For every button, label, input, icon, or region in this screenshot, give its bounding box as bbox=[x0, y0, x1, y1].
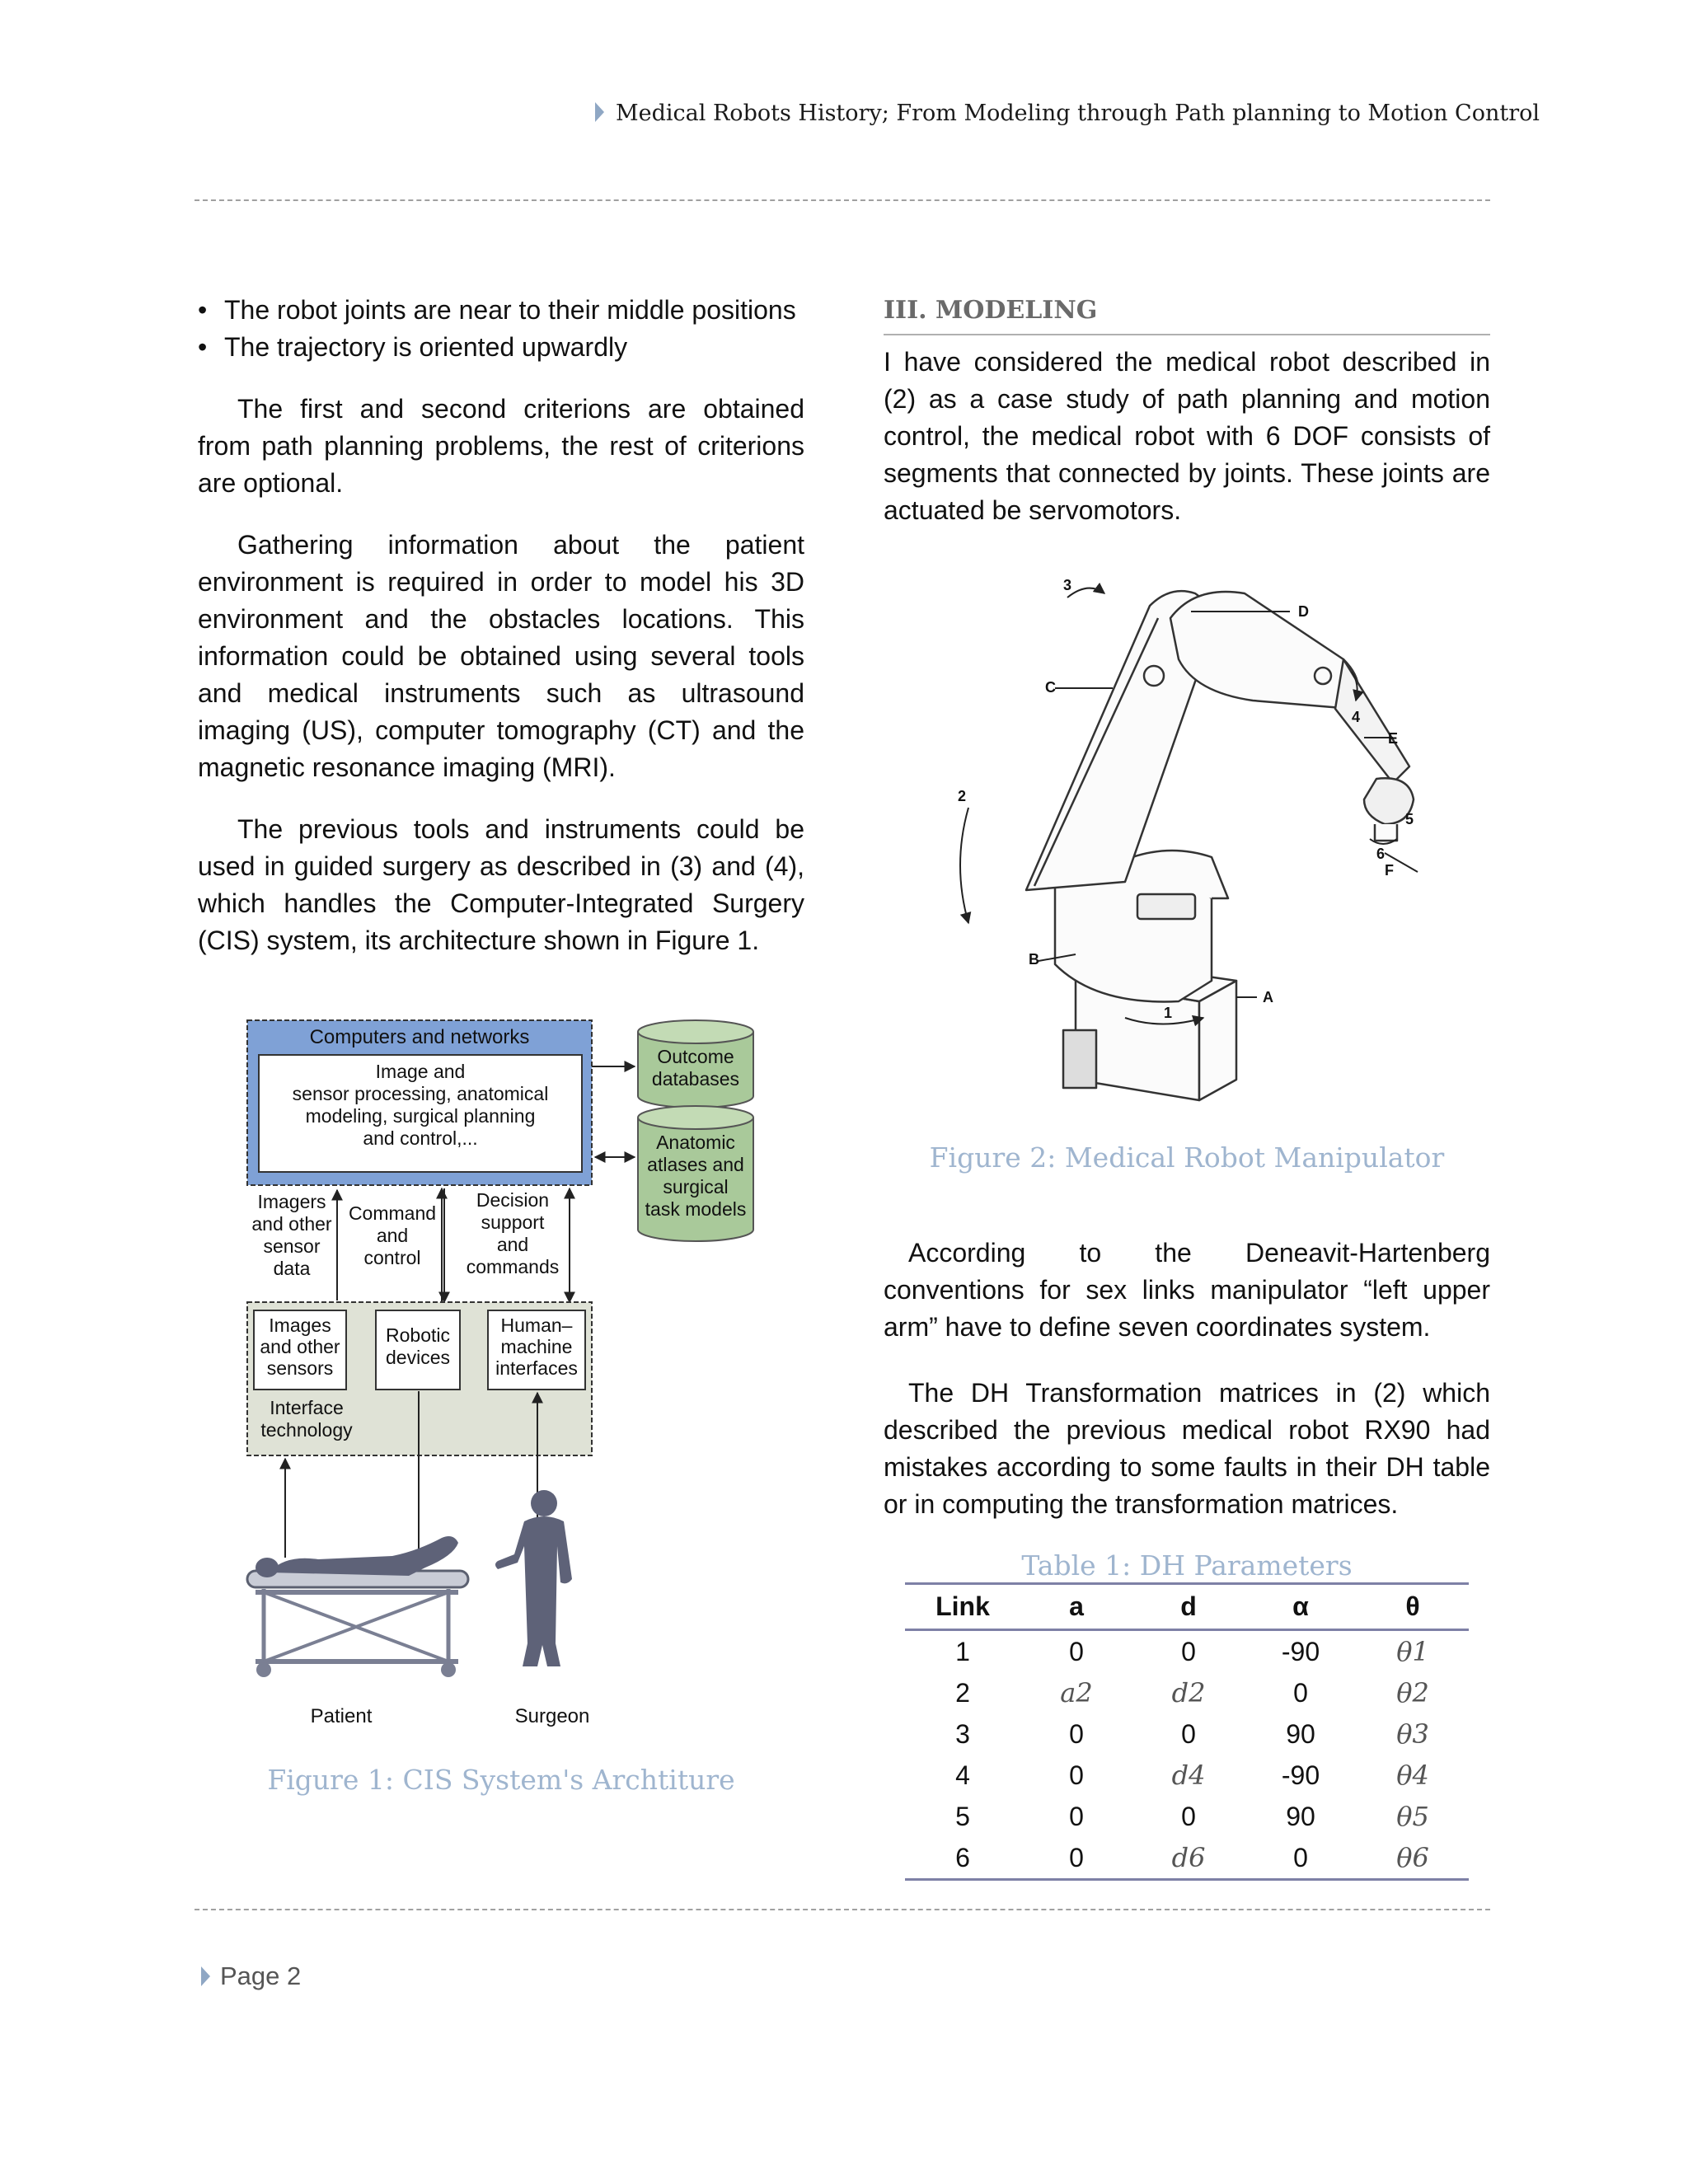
robot-joint-2: 2 bbox=[958, 788, 967, 804]
column-header: θ bbox=[1357, 1584, 1469, 1630]
robot-joint-6: 6 bbox=[1376, 846, 1386, 862]
table-cell: 0 bbox=[1181, 1636, 1196, 1666]
svg-text:and other: and other bbox=[260, 1336, 340, 1357]
patient-label: Patient bbox=[310, 1705, 373, 1727]
table-cell: d4 bbox=[1171, 1760, 1206, 1791]
svg-text:machine: machine bbox=[500, 1336, 573, 1357]
interface-label bbox=[260, 1397, 353, 1441]
svg-text:Interface: Interface bbox=[270, 1397, 344, 1418]
robot-manipulator-figure bbox=[948, 569, 1414, 1113]
page-footer bbox=[201, 1961, 301, 1991]
table-cell: 2 bbox=[955, 1677, 970, 1708]
figure2-caption: Figure 2: Medical Robot Manipulator bbox=[929, 1141, 1445, 1174]
page-number: Page 2 bbox=[220, 1961, 302, 1990]
svg-text:Imagers: Imagers bbox=[257, 1191, 326, 1212]
header-marker-icon bbox=[595, 102, 604, 122]
robot-label-e: E bbox=[1388, 730, 1399, 747]
dh-table-wrapper bbox=[905, 1582, 1469, 1881]
paragraph: I have considered the medical robot described in (2) as a case study of path planning and motion control, the medical robot with 6 DOF consists of segments that connected by joints. These joints are actuated be servomotors. bbox=[884, 347, 1490, 525]
svg-text:Image and: Image and bbox=[375, 1061, 466, 1082]
table-cell: θ3 bbox=[1396, 1718, 1429, 1750]
table-cell: 0 bbox=[1069, 1718, 1084, 1749]
header-divider bbox=[195, 199, 1490, 201]
svg-text:Human–: Human– bbox=[500, 1315, 573, 1336]
robot-joint-3: 3 bbox=[1063, 577, 1072, 593]
svg-text:commands: commands bbox=[466, 1256, 560, 1277]
column-header: Link bbox=[905, 1584, 1020, 1630]
table-cell: 6 bbox=[905, 1837, 1020, 1880]
robot-label-b: B bbox=[1029, 951, 1039, 968]
surgeon-icon bbox=[495, 1490, 572, 1666]
cis-architecture-diagram bbox=[244, 1014, 771, 1739]
footer-marker-icon bbox=[201, 1966, 210, 1986]
paragraph: The previous tools and instruments could be used in guided surgery as described in (3) and (4), which handles the Computer-Integrated Surgery (CIS) system, its architecture shown in Figure 1. bbox=[198, 814, 804, 955]
svg-text:sensors: sensors bbox=[266, 1357, 334, 1379]
svg-text:sensor processing, anatomical: sensor processing, anatomical bbox=[292, 1083, 549, 1104]
computers-label: Computers and networks bbox=[309, 1026, 530, 1048]
column-header: d bbox=[1132, 1584, 1245, 1630]
table-cell: d6 bbox=[1132, 1837, 1245, 1880]
section-title: III. MODELING bbox=[884, 292, 1490, 335]
svg-text:atlases and: atlases and bbox=[647, 1154, 744, 1175]
list-item: • The robot joints are near to their middle positions bbox=[198, 292, 804, 329]
table-cell: 4 bbox=[955, 1760, 970, 1790]
robot-joint-4: 4 bbox=[1352, 709, 1361, 725]
figure1-caption: Figure 1: CIS System's Archtiture bbox=[267, 1764, 735, 1796]
svg-text:data: data bbox=[273, 1258, 311, 1279]
paragraph: The first and second criterions are obtained from path planning problems, the rest of criterions are optional. bbox=[198, 394, 804, 498]
table-cell: θ5 bbox=[1396, 1801, 1429, 1832]
table-cell: 90 bbox=[1286, 1801, 1315, 1831]
running-header bbox=[595, 101, 1540, 134]
robot-label-f: F bbox=[1385, 862, 1394, 879]
table-cell: 0 bbox=[1020, 1837, 1132, 1880]
table-cell: θ6 bbox=[1357, 1837, 1469, 1880]
robot-arm-icon bbox=[1026, 591, 1414, 1100]
svg-text:task models: task models bbox=[645, 1198, 747, 1220]
table-cell: θ1 bbox=[1396, 1636, 1429, 1667]
table-row bbox=[905, 1837, 1469, 1880]
svg-text:control: control bbox=[363, 1247, 421, 1268]
paragraph: The DH Transformation matrices in (2) which described the previous medical robot RX90 had mistakes according to some faults in their DH table or in computing the transformation matrices. bbox=[884, 1378, 1490, 1519]
table-cell: -90 bbox=[1281, 1636, 1320, 1666]
svg-text:and: and bbox=[496, 1234, 529, 1255]
svg-text:and control,...: and control,... bbox=[363, 1127, 478, 1149]
svg-text:Anatomic: Anatomic bbox=[656, 1132, 735, 1153]
svg-text:Outcome: Outcome bbox=[657, 1046, 734, 1067]
paragraph: Gathering information about the patient environment is required in order to model his 3D environment and the obstacles locations. This information could be obtained using several tools and medical instruments such as ultrasound imaging (US), computer tomography (CT) and the magnetic resonance imaging (MRI). bbox=[198, 530, 804, 782]
table-cell: 90 bbox=[1286, 1718, 1315, 1749]
criteria-list bbox=[198, 292, 804, 366]
running-title: Medical Robots History; From Modeling through Path planning to Motion Control bbox=[616, 101, 1540, 126]
column-header: a bbox=[1020, 1584, 1132, 1630]
svg-text:and: and bbox=[376, 1225, 409, 1246]
table-cell: 0 bbox=[1181, 1801, 1196, 1831]
command-label bbox=[349, 1202, 436, 1268]
robot-label-a: A bbox=[1263, 989, 1273, 1005]
table-caption: Table 1: DH Parameters bbox=[1021, 1549, 1353, 1582]
imagers-label bbox=[251, 1191, 332, 1279]
left-column bbox=[198, 292, 804, 959]
outcome-database-icon bbox=[638, 1020, 753, 1108]
table-cell: 1 bbox=[955, 1636, 970, 1666]
table-row bbox=[905, 1796, 1469, 1837]
footer-divider bbox=[195, 1909, 1490, 1910]
table-cell: 0 bbox=[1069, 1636, 1084, 1666]
svg-text:interfaces: interfaces bbox=[495, 1357, 578, 1379]
table-cell: 0 bbox=[1245, 1837, 1357, 1880]
robot-label-d: D bbox=[1298, 603, 1309, 620]
svg-text:databases: databases bbox=[651, 1068, 740, 1090]
table-row bbox=[905, 1713, 1469, 1755]
list-item: • The trajectory is oriented upwardly bbox=[198, 329, 804, 366]
robot-joint-1: 1 bbox=[1164, 1005, 1173, 1021]
dh-parameters-table bbox=[905, 1582, 1469, 1881]
svg-text:surgical: surgical bbox=[663, 1176, 729, 1197]
table-cell: 0 bbox=[1069, 1801, 1084, 1831]
svg-text:modeling, surgical planning: modeling, surgical planning bbox=[305, 1105, 536, 1127]
table-cell: 3 bbox=[955, 1718, 970, 1749]
svg-text:technology: technology bbox=[260, 1419, 353, 1441]
table-cell: θ4 bbox=[1396, 1760, 1429, 1791]
decision-label bbox=[467, 1189, 559, 1277]
table-cell: a2 bbox=[1060, 1677, 1093, 1708]
svg-text:Decision: Decision bbox=[476, 1189, 550, 1211]
svg-text:sensor: sensor bbox=[263, 1235, 321, 1257]
table-cell: -90 bbox=[1281, 1760, 1320, 1790]
table-row bbox=[905, 1672, 1469, 1713]
table-cell: θ2 bbox=[1396, 1677, 1429, 1708]
svg-text:Images: Images bbox=[269, 1315, 331, 1336]
table-cell: d2 bbox=[1171, 1677, 1206, 1708]
right-column bbox=[884, 292, 1490, 529]
svg-text:Robotic: Robotic bbox=[386, 1324, 450, 1346]
svg-text:Command: Command bbox=[348, 1202, 437, 1224]
robot-label-c: C bbox=[1045, 679, 1056, 696]
paragraph: According to the Deneavit-Hartenberg conventions for sex links manipulator “left upper arm” have to define seven coordinates system. bbox=[884, 1238, 1490, 1342]
table-row bbox=[905, 1755, 1469, 1796]
patient-bed-icon bbox=[247, 1536, 468, 1677]
table-cell: 5 bbox=[955, 1801, 970, 1831]
atlases-database-icon bbox=[638, 1106, 753, 1241]
robot-joint-5: 5 bbox=[1405, 811, 1414, 827]
svg-text:and other: and other bbox=[251, 1213, 332, 1235]
table-cell: 0 bbox=[1181, 1718, 1196, 1749]
surgeon-label: Surgeon bbox=[514, 1705, 590, 1727]
table-cell: 0 bbox=[1069, 1760, 1084, 1790]
table-cell: 0 bbox=[1293, 1677, 1308, 1708]
svg-text:support: support bbox=[481, 1212, 545, 1233]
table-header-row bbox=[905, 1584, 1469, 1630]
column-header: α bbox=[1245, 1584, 1357, 1630]
table-row bbox=[905, 1630, 1469, 1673]
svg-text:devices: devices bbox=[386, 1347, 450, 1368]
